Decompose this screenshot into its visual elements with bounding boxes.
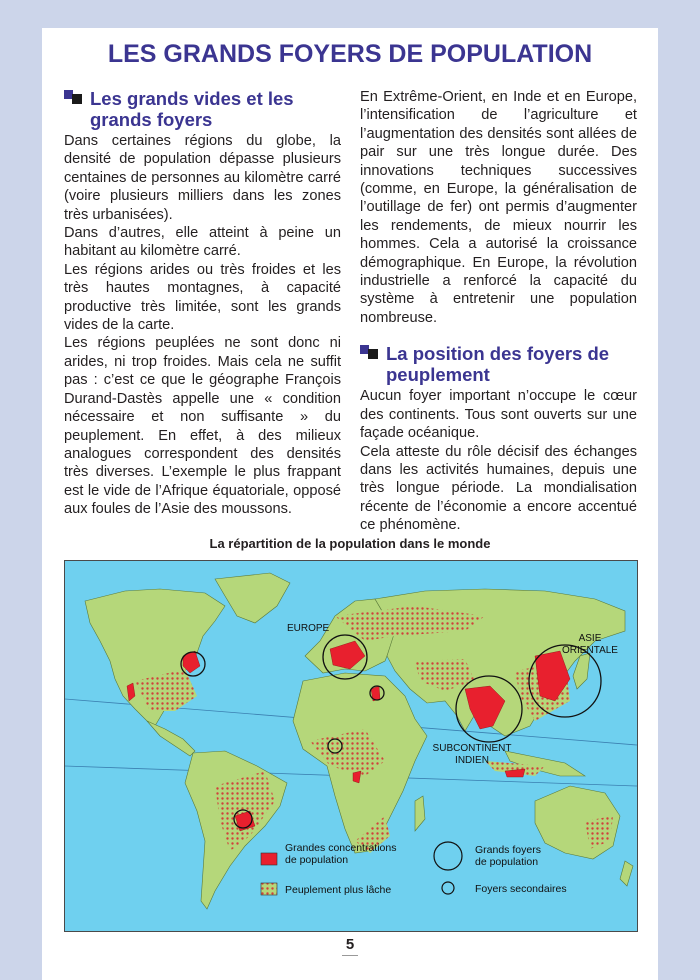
label-subcontinent: SUBCONTINENT xyxy=(432,743,512,754)
section-heading-vides xyxy=(64,88,341,130)
page-number-underline xyxy=(342,955,358,956)
paragraph: En Extrême-Orient, en Inde et en Europe, l’intensification de l’agriculture et l’augmentation des densités sont allées de pair sur une très longue durée. Des innovations techniques successives (comme, en Europe, la généralisation de l’outillage de fer) ont permis d’augmenter les rendements, de mieux nourrir les hommes. Cela a autorisé la croissance démographique. En Europe, la révolution industrielle a renforcé la capacité du système à entretenir une population nombreuse. xyxy=(360,89,637,326)
world-population-map xyxy=(64,560,638,932)
square-bullet-icon xyxy=(64,90,90,104)
label-asie: ASIE xyxy=(578,633,602,644)
paragraph: Les régions peuplées ne sont donc ni arides, ni trop froides. Mais cela ne suffit pas : c’est ce que le géographe François Durand-Dastès appelle une « condition nécessaire et non suffisante » du peuplement. En effet, à des milieux analogues correspondent des densités très diverses. L’exemple le plus frappant est le vide de l’Afrique équatoriale, opposé aux foules de l’Asie des moussons. xyxy=(64,335,341,518)
page-number: 5 xyxy=(345,936,355,953)
left-column xyxy=(64,88,341,519)
page-sheet xyxy=(42,28,658,980)
legend-text-dense-2: de population xyxy=(285,854,349,866)
legend-text-scattered: Peuplement plus lâche xyxy=(285,884,392,896)
paragraph: Dans d’autres, elle atteint à peine un habitant au kilomètre carré. xyxy=(64,225,341,260)
map-title: La répartition de la population dans le monde xyxy=(209,536,491,551)
page-title: LES GRANDS FOYERS DE POPULATION xyxy=(107,40,593,68)
label-europe: EUROPE xyxy=(287,623,330,634)
legend-text-dense-1: Grandes concentrations xyxy=(285,842,397,854)
paragraph: Les régions arides ou très froides et les très hautes montagnes, à capacité productive très limitée, sont les grands vides de la carte. xyxy=(64,261,341,334)
square-bullet-icon xyxy=(360,345,386,359)
legend-text-major-1: Grands foyers xyxy=(475,844,541,856)
paragraph: Aucun foyer important n’occupe le cœur des continents. Tous sont ouverts sur une façade océanique. xyxy=(360,388,637,442)
legend-text-major-2: de population xyxy=(475,856,539,868)
right-column xyxy=(360,88,637,535)
legend-swatch-scattered xyxy=(261,883,277,895)
section-heading-text: Les grands vides et les grands foyers xyxy=(90,88,294,130)
label-indien: INDIEN xyxy=(455,755,489,766)
label-orientale: ORIENTALE xyxy=(562,645,618,656)
section-heading-position xyxy=(360,343,637,385)
section-heading-text: La position des foyers de peuplement xyxy=(386,343,610,386)
legend-swatch-dense xyxy=(261,853,277,865)
legend-text-secondary: Foyers secondaires xyxy=(475,883,567,895)
paragraph: Dans certaines régions du globe, la densité de population dépasse plusieurs centaines de personnes au kilomètre carré (voire plusieurs milliers dans les zones très urbanisées). xyxy=(64,133,341,223)
paragraph: Cela atteste du rôle décisif des échanges dans les activités humaines, depuis une très longue période. La mondialisation récente de l’économie a encore accentué ce phénomène. xyxy=(360,443,637,534)
